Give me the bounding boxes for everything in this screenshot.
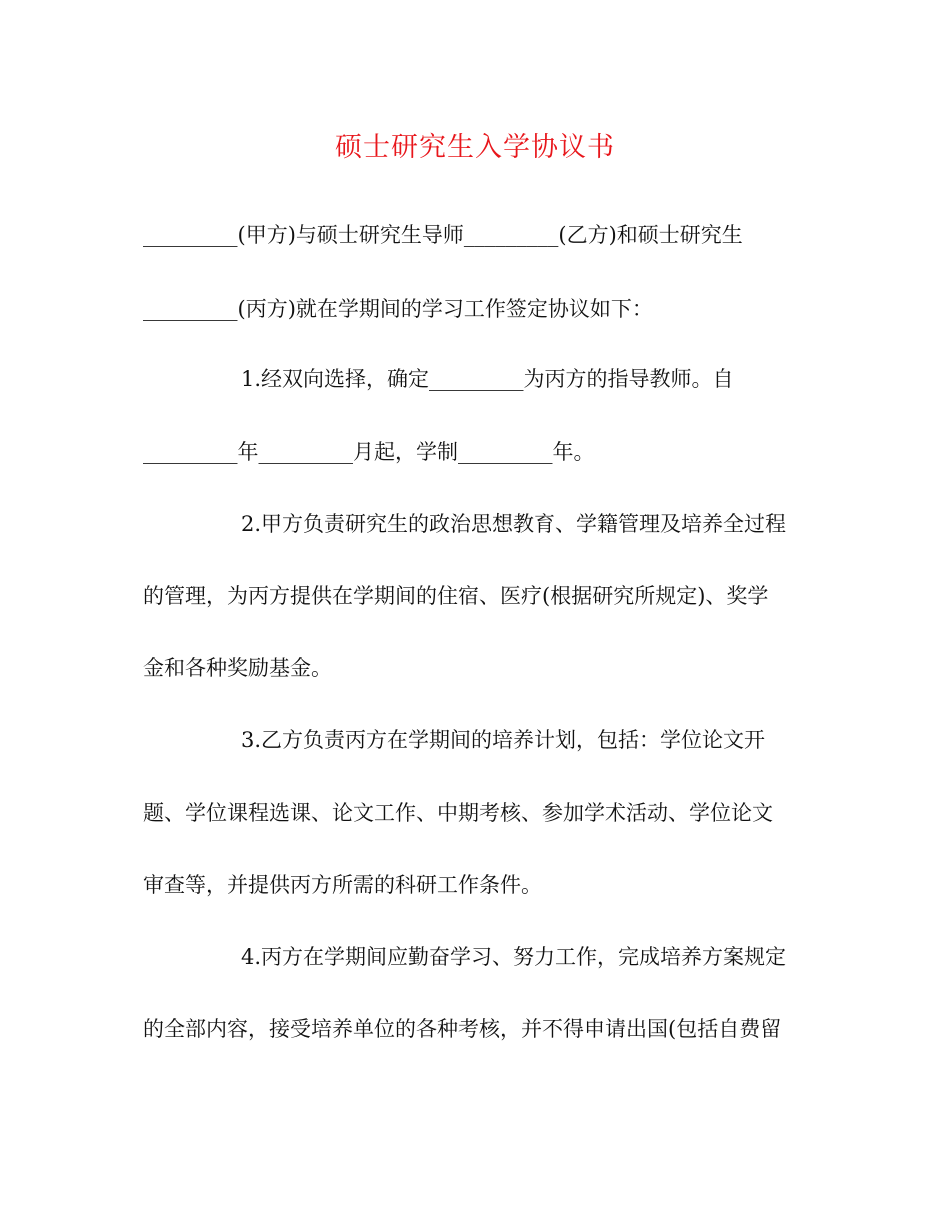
document-title: 硕士研究生入学协议书	[335, 132, 615, 163]
clause-3-line-2: 题、学位课程选课、论文工作、中期考核、参加学术活动、学位论文	[143, 801, 773, 825]
clause-2-line-3: 金和各种奖励基金。	[143, 656, 332, 680]
clause-3-line-3: 审查等，并提供丙方所需的科研工作条件。	[143, 873, 542, 897]
clause-1-line-1: 1.经双向选择，确定_________为丙方的指导教师。自	[241, 367, 734, 391]
clause-3-line-1: 3.乙方负责丙方在学期间的培养计划，包括：学位论文开	[241, 728, 766, 752]
clause-4-line-1: 4.丙方在学期间应勤奋学习、努力工作，完成培养方案规定	[241, 945, 787, 969]
clause-2-line-1: 2.甲方负责研究生的政治思想教育、学籍管理及培养全过程	[241, 512, 787, 536]
clause-1-line-2: _________年_________月起，学制_________年。	[143, 440, 595, 464]
clause-2-line-2: 的管理，为丙方提供在学期间的住宿、医疗(根据研究所规定)、奖学	[143, 584, 769, 608]
clause-4-line-2: 的全部内容，接受培养单位的各种考核，并不得申请出国(包括自费留	[143, 1017, 782, 1041]
party-intro-line-1: _________(甲方)与硕士研究生导师_________(乙方)和硕士研究生	[143, 223, 743, 247]
party-intro-line-2: _________(丙方)就在学期间的学习工作签定协议如下：	[143, 297, 653, 321]
